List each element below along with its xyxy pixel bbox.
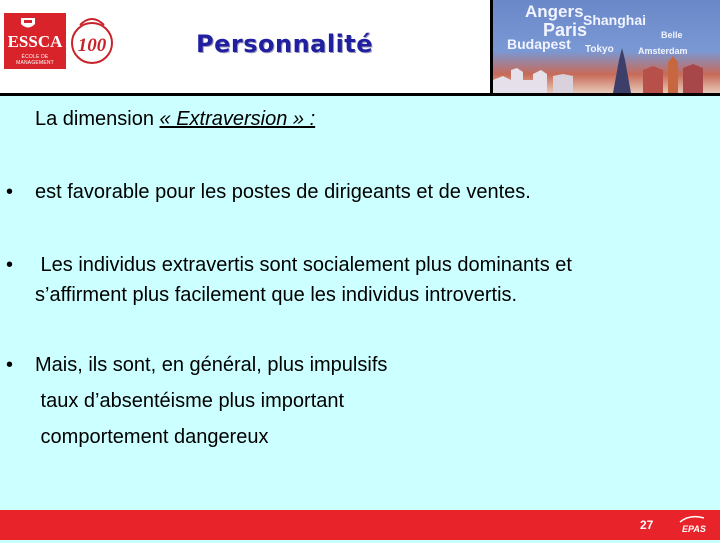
bullet-text: Les individus extravertis sont socialement plus dominants et xyxy=(35,254,572,276)
skyline-icon xyxy=(493,40,720,93)
crest-icon xyxy=(20,17,36,30)
city-label: Budapest xyxy=(507,36,571,52)
epas-logo-icon xyxy=(674,512,714,538)
epas-logo-text: EPAS xyxy=(682,524,706,534)
bullet-marker: • xyxy=(6,254,14,276)
anniversary-badge-icon xyxy=(70,15,114,67)
bullet-text: comportement dangereux xyxy=(35,426,269,448)
epas-logo xyxy=(674,512,714,538)
city-label: Amsterdam xyxy=(638,46,688,56)
essca-logo-name: ESSCA xyxy=(7,32,63,51)
slide-subtitle xyxy=(35,108,315,131)
slide-header xyxy=(0,0,720,93)
city-label: Belle xyxy=(661,30,683,40)
bullet-text: s’affirment plus facilement que les individus introvertis. xyxy=(35,284,518,306)
slide-footer xyxy=(0,510,720,540)
essca-logo xyxy=(4,13,66,69)
page-title: Personnalité xyxy=(196,30,374,58)
bullet-marker: • xyxy=(6,181,14,203)
bullet-text: est favorable pour les postes de dirigeants et de ventes. xyxy=(35,181,531,203)
city-label: Angers xyxy=(525,2,584,21)
page-number: 27 xyxy=(640,518,654,532)
city-label: Shanghai xyxy=(583,12,647,28)
bullet-text: taux d’absentéisme plus important xyxy=(35,390,345,412)
anniversary-number: 100 xyxy=(77,35,107,56)
essca-logo-tagline: ÉCOLE DE MANAGEMENT xyxy=(16,54,54,66)
city-label: Paris xyxy=(543,20,588,40)
cities-banner-image xyxy=(490,0,720,93)
city-label: Tokyo xyxy=(585,44,614,55)
subtitle-prefix: La dimension xyxy=(35,108,160,130)
bullet-text: Mais, ils sont, en général, plus impulsifs xyxy=(35,354,388,376)
header-divider xyxy=(0,93,720,96)
subtitle-emphasis: « Extraversion » : xyxy=(159,108,316,130)
bullet-marker: • xyxy=(6,354,14,376)
anniversary-logo xyxy=(70,15,114,67)
